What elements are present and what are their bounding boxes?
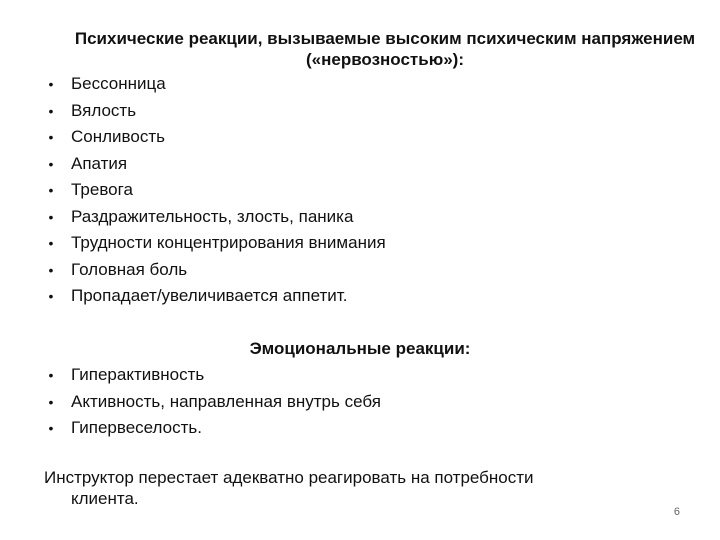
bullet-icon: • (48, 393, 54, 410)
list-item (44, 416, 381, 443)
section-heading-emotional-reactions: Эмоциональные реакции: (249, 339, 471, 358)
list-item (44, 284, 386, 311)
bullet-icon: • (48, 102, 54, 119)
list-item (44, 363, 381, 390)
closing-paragraph (44, 467, 644, 509)
list-item-text: Активность, направленная внутрь себя (71, 391, 381, 411)
closing-line-1: Инструктор перестает адекватно реагировать на потребности (44, 468, 534, 487)
list-item-text: Сонливость (71, 127, 165, 146)
bullet-icon: • (48, 76, 54, 92)
list-item-text: Гиперактивность (71, 365, 205, 384)
list-item (44, 258, 386, 285)
list-item-text: Гипервеселость. (71, 418, 202, 437)
bullet-icon: • (48, 129, 54, 145)
list-item-text: Вялость (71, 100, 137, 120)
closing-line-2: клиента. (71, 489, 139, 508)
emotional-reactions-list (44, 363, 381, 443)
list-item-text: Головная боль (71, 259, 188, 279)
page-number: 6 (673, 506, 680, 518)
list-item-text: Пропадает/увеличивается аппетит. (71, 286, 348, 305)
list-item (44, 99, 386, 126)
list-item (44, 125, 386, 152)
list-item (44, 205, 386, 232)
bullet-icon: • (48, 288, 54, 304)
list-item-text: Бессонница (71, 74, 166, 93)
list-item-text: Тревога (71, 180, 133, 199)
bullet-icon: • (48, 208, 54, 225)
section-heading-psychic-reactions: Психические реакции, вызываемые высоким психическим напряжением («нервозностью»): (74, 29, 696, 69)
list-item-text: Апатия (71, 153, 128, 173)
list-item-text: Трудности концентрирования внимания (71, 233, 386, 252)
bullet-icon: • (48, 155, 54, 172)
list-item (44, 152, 386, 179)
bullet-icon: • (48, 235, 54, 251)
bullet-icon: • (48, 182, 54, 198)
list-item-text: Раздражительность, злость, паника (71, 206, 354, 226)
list-item (44, 178, 386, 205)
bullet-icon: • (48, 420, 54, 436)
psychic-reactions-list (44, 72, 386, 311)
list-item (44, 231, 386, 258)
bullet-icon: • (48, 261, 54, 278)
list-item (44, 72, 386, 99)
list-item (44, 390, 381, 417)
bullet-icon: • (48, 367, 54, 383)
